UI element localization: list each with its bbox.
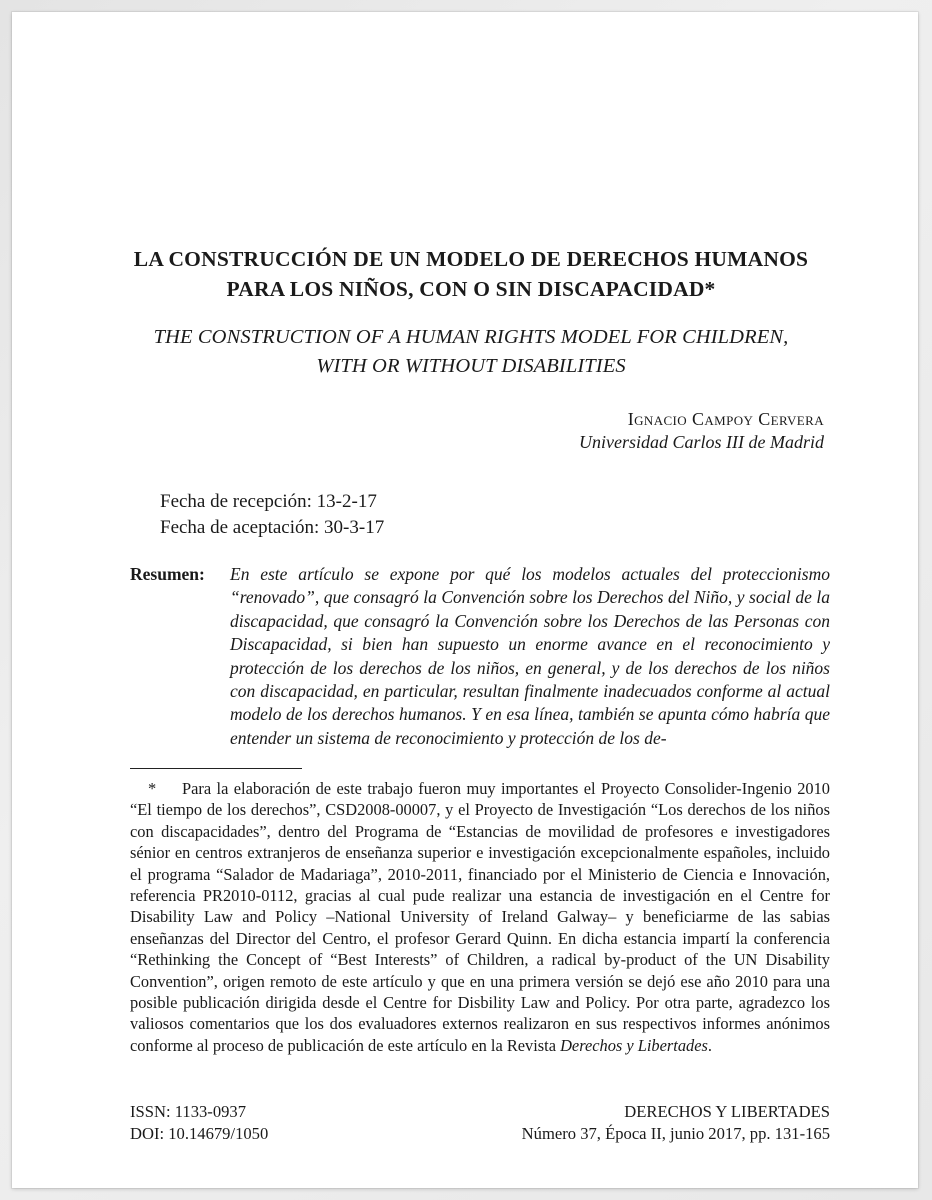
article-subtitle-english [118,323,824,381]
reception-date: Fecha de recepción: 13-2-17 [160,491,377,512]
footer-issue-info: Número 37, Época II, junio 2017, pp. 131-165 [521,1124,830,1143]
submission-dates [160,489,384,541]
author-name: Ignacio Campoy Cervera [627,409,824,429]
footnote-part-2: . [707,1035,712,1055]
article-title-line-1: LA CONSTRUCCIÓN DE UN MODELO DE DERECHOS HUMANOS [133,247,809,271]
author-block [118,408,824,454]
article-subtitle-line-1: THE CONSTRUCTION OF A HUMAN RIGHTS MODEL FOR CHILDREN, [153,326,789,348]
footnote-part-1: Para la elaboración de este trabajo fueron muy importantes el Proyecto Consolider-Ingenio 2010 “El tiempo de los derechos”, CSD2008-00007, y el Proyecto de Investigación “Los derechos de los niños con discapacidades”, dentro del Programa de “Estancias de movilidad de profesores e investigadores sénior en centros extranjeros de enseñanza superior e investigación excepcionalmente españoles, incluido el programa “Salador de Madariaga”, 2010-2011, financiado por el Ministerio de Ciencia e Innovación, referencia PR2010-0112, gracias al cual pude realizar una estancia de investigación en el Centre for Disability Law and Policy –National University of Ireland Galway– y beneficiarme de las sabias enseñanzas del Director del Centro, el profesor Gerard Quinn. En dicha estancia impartí la conferencia “Rethinking the Concept of “Best Interests” of Children, a radical by-product of the UN Disability Convention”, origen remoto de este artículo y que en una primera versión se dejó ese año 2010 para una posible publicación dirigida desde el Centre for Disbility Law and Policy. Por otra parte, agradezco los valiosos comentarios que los dos evaluadores externos realizaron en sus respectivos informes anónimos conforme al proceso de publicación de este artículo en la Revista [130,779,830,1055]
page-footer [130,1101,830,1145]
article-subtitle-line-2: WITH OR WITHOUT DISABILITIES [316,355,626,377]
footer-doi: DOI: 10.14679/1050 [130,1124,269,1143]
footer-identifiers [130,1101,268,1145]
abstract-section [130,563,830,750]
footnote-journal-name: Derechos y Libertades [560,1035,708,1055]
author-affiliation: Universidad Carlos III de Madrid [579,432,824,452]
article-title [118,244,824,304]
footer-issn: ISSN: 1133-0937 [130,1102,247,1121]
document-page [12,12,918,1188]
footnote-marker: * [148,779,157,798]
article-title-line-2: PARA LOS NIÑOS, CON O SIN DISCAPACIDAD* [226,277,716,301]
footnote-separator-rule [130,768,302,769]
footnote-text [130,778,830,1056]
abstract-label: Resumen: [130,564,205,584]
acceptance-date: Fecha de aceptación: 30-3-17 [160,517,385,538]
footer-journal-info [522,1101,830,1145]
page-content [118,12,830,1188]
abstract-text: En este artículo se expone por qué los modelos actuales del proteccionismo “renovado”, que consagró la Convención sobre los Derechos del Niño, y social de la discapacidad, que consagró la Convención sobre los Derechos de las Personas con Discapacidad, si bien han supuesto un enorme avance en el reconocimiento y protección de los derechos de los niños, en general, y de los derechos de los niños con discapacidad, en particular, resultan finalmente inadecuados conforme al actual modelo de los derechos humanos. Y en esa línea, también se apunta cómo habría que entender un sistema de reconocimiento y protección de los de- [230,564,830,748]
footer-journal-name: DERECHOS Y LIBERTADES [624,1102,830,1121]
